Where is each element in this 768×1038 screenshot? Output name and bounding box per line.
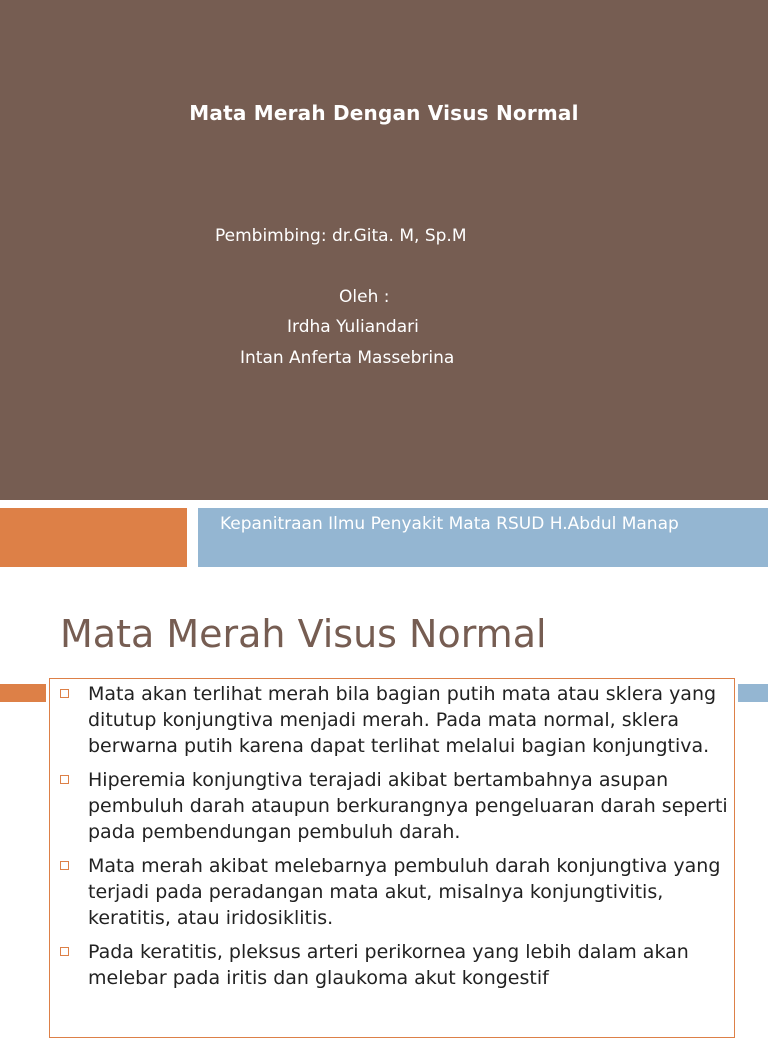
accent-bar-orange [0, 508, 187, 567]
advisor-line: Pembimbing: dr.Gita. M, Sp.M [215, 226, 467, 246]
square-bullet-icon [60, 775, 69, 784]
slide-footer-text: Kepanitraan Ilmu Penyakit Mata RSUD H.Abdul Manap [220, 514, 679, 534]
list-item [50, 939, 728, 991]
square-bullet-icon [60, 947, 69, 956]
bullet-text: Mata akan terlihat merah bila bagian putih mata atau sklera yang ditutup konjungtiva menjadi merah. Pada mata normal, sklera berwarna putih karena dapat terlihat melalui bagian konjungtiva. [88, 683, 717, 757]
by-label: Oleh : [339, 287, 390, 307]
slide-title: Mata Merah Dengan Visus Normal [189, 101, 579, 125]
list-item [50, 767, 728, 845]
accent-bar-right [738, 684, 768, 702]
slide2-title: Mata Merah Visus Normal [60, 612, 547, 656]
content-box [49, 678, 735, 1038]
square-bullet-icon [60, 689, 69, 698]
list-item [50, 681, 728, 759]
title-slide [0, 0, 768, 500]
accent-bar-left [0, 684, 46, 702]
bullet-text: Mata merah akibat melebarnya pembuluh darah konjungtiva yang terjadi pada peradangan mata akut, misalnya konjungtivitis, keratitis, atau iridosiklitis. [88, 855, 721, 929]
bullet-text: Hiperemia konjungtiva terajadi akibat bertambahnya asupan pembuluh darah ataupun berkurangnya pengeluaran darah seperti pada pembendungan pembuluh darah. [88, 769, 728, 843]
bullet-list [50, 679, 728, 999]
author-name-1: Irdha Yuliandari [287, 317, 419, 337]
square-bullet-icon [60, 861, 69, 870]
list-item [50, 853, 728, 931]
author-name-2: Intan Anferta Massebrina [240, 348, 455, 368]
bullet-text: Pada keratitis, pleksus arteri perikornea yang lebih dalam akan melebar pada iritis dan glaukoma akut kongestif [88, 941, 689, 989]
